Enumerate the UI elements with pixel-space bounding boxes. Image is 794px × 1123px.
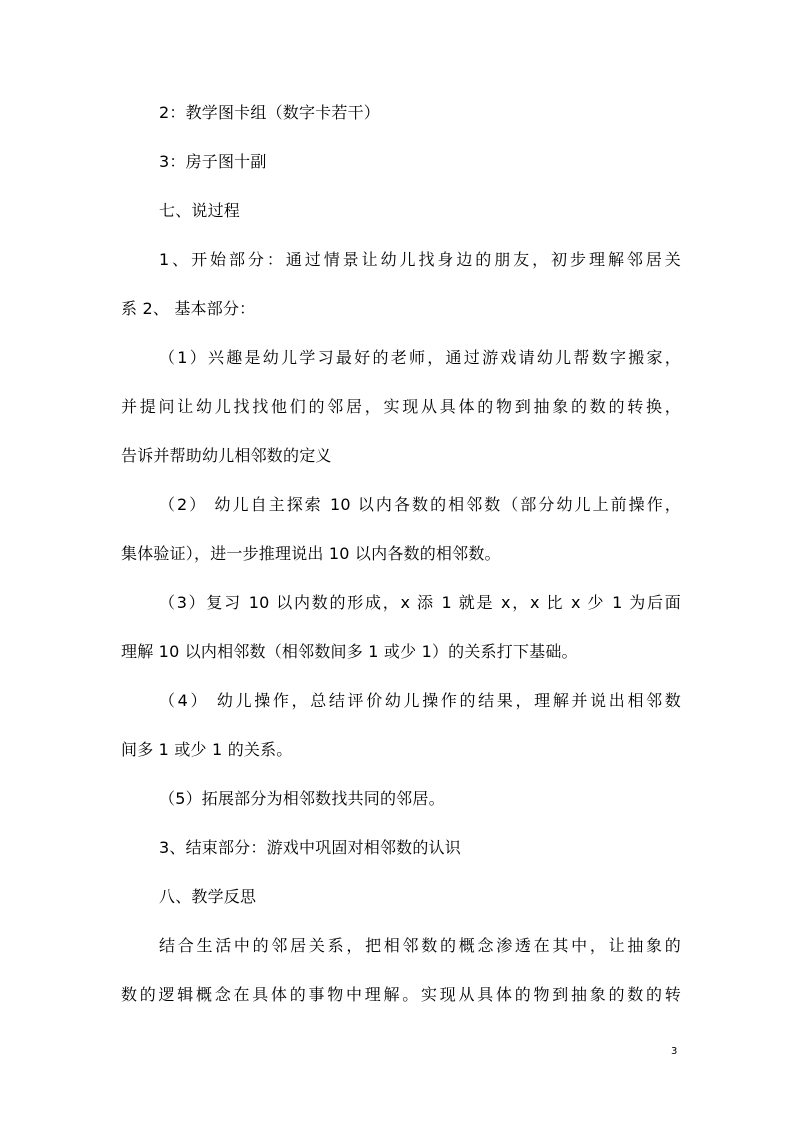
basic-part-4-line-1: （4） 幼儿操作，总结评价幼儿操作的结果，理解并说出相邻数: [159, 691, 681, 710]
basic-part-4-line-2: 间多 1 或少 1 的关系。: [121, 740, 293, 759]
section-heading-process: 七、说过程: [159, 201, 241, 220]
basic-part-5: （5）拓展部分为相邻数找共同的邻居。: [159, 789, 445, 808]
materials-item-3: 3：房子图十副: [159, 152, 267, 171]
process-step-3: 3、结束部分：游戏中巩固对相邻数的认识: [159, 838, 461, 857]
reflection-line-1: 结合生活中的邻居关系，把相邻数的概念渗透在其中，让抽象的: [159, 936, 681, 955]
page-number: 3: [671, 1046, 678, 1057]
basic-part-1-line-3: 告诉并帮助幼儿相邻数的定义: [121, 446, 332, 465]
process-step-1-line-2: 系 2、 基本部分：: [121, 299, 256, 318]
basic-part-1-line-1: （1）兴趣是幼儿学习最好的老师，通过游戏请幼儿帮数字搬家，: [159, 348, 681, 367]
basic-part-2-line-2: 集体验证），进一步推理说出 10 以内各数的相邻数。: [121, 544, 501, 563]
materials-item-2: 2：教学图卡组（数字卡若干）: [159, 103, 380, 122]
process-step-1-line-1: 1、开始部分：通过情景让幼儿找身边的朋友，初步理解邻居关: [159, 250, 681, 269]
reflection-line-2: 数的逻辑概念在具体的事物中理解。实现从具体的物到抽象的数的转: [121, 985, 681, 1004]
document-body: [121, 88, 681, 1019]
basic-part-3-line-1: （3）复习 10 以内数的形成，x 添 1 就是 x，x 比 x 少 1 为后面: [159, 593, 681, 612]
basic-part-2-line-1: （2） 幼儿自主探索 10 以内各数的相邻数（部分幼儿上前操作，: [159, 495, 681, 514]
basic-part-3-line-2: 理解 10 以内相邻数（相邻数间多 1 或少 1）的关系打下基础。: [121, 642, 578, 661]
basic-part-1-line-2: 并提问让幼儿找找他们的邻居，实现从具体的物到抽象的数的转换，: [121, 397, 681, 416]
section-heading-reflection: 八、教学反思: [159, 887, 257, 906]
